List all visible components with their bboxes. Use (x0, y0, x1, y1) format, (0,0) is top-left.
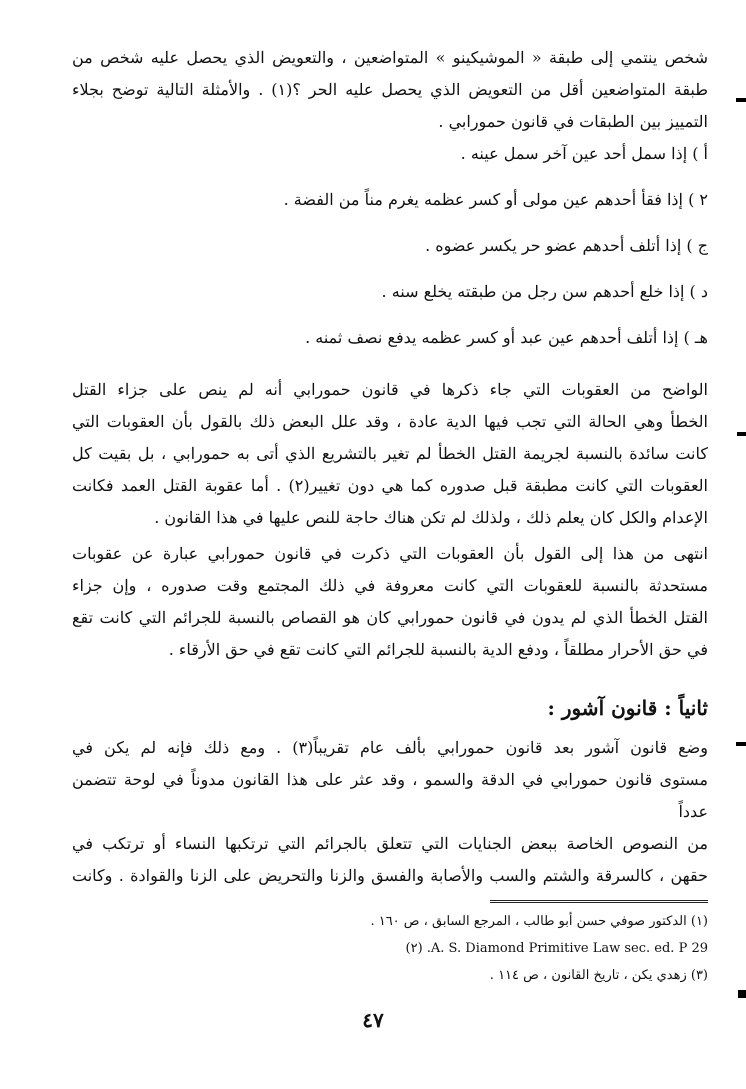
paragraph-line: انتهى من هذا إلى القول بأن العقوبات التي ذكرت في قانون حمورابي عبارة عن عقوبات (72, 544, 708, 563)
paragraph-line: حقهن ، كالسرقة والشتم والسب والأصابة والفسق والزنا والتحريض على الزنا والقوادة . وكانت (72, 866, 708, 885)
footnotes (120, 908, 708, 989)
list-item: هـ ) إذا أتلف أحدهم عين عبد أو كسر عظمه يدفع نصف ثمنه . (305, 328, 708, 347)
examples-list (72, 144, 708, 348)
footnote: A. S. Diamond Primitive Law sec. ed. P 29. (٢) (405, 941, 708, 956)
main-text (72, 42, 708, 892)
list-item: ٢ ) إذا فقأ أحدهم عين مولى أو كسر عظمه يغرم مناً من الفضة . (283, 190, 708, 209)
list-item: أ ) إذا سمل أحد عين آخر سمل عينه . (460, 144, 708, 163)
paragraph-4 (72, 732, 708, 892)
paragraph-line: القتل الخطأ الذي لم يدون في قانون حمورابي كان هو القصاص بالنسبة للجرائم التي كانت تقع (72, 608, 708, 627)
scan-mark (738, 990, 746, 998)
paragraph-1 (72, 42, 708, 138)
footnote: (١) الدكتور صوفي حسن أبو طالب ، المرجع السابق ، ص ١٦٠ . (370, 914, 708, 929)
paragraph-line: الإعدام والكل كان يعلم ذلك ، ولذلك لم تكن هناك حاجة للنص عليها في هذا القانون . (154, 508, 708, 527)
scan-mark (736, 742, 746, 746)
paragraph-line: العقوبات التي كانت مطبقة قبل صدوره كما هي دون تغيير(٢) . أما عقوبة القتل العمد فكانت (72, 476, 708, 495)
paragraph-2 (72, 374, 708, 534)
section-heading: ثانياً : قانون آشور : (547, 696, 708, 720)
list-item: ج ) إذا أتلف أحدهم عضو حر يكسر عضوه . (425, 236, 708, 255)
paragraph-line: طبقة المتواضعين أقل من التعويض الذي يحصل عليه الحر ؟(١) . والأمثلة التالية توضح بجلاء (72, 80, 708, 99)
paragraph-line: كانت سائدة بالنسبة لجريمة القتل الخطأ لم تغير بالتشريع الذي أتى به حمورابي ، بل بقيت كل (72, 444, 708, 463)
footnote: (٣) زهدي يكن ، تاريخ القانون ، ص ١١٤ . (489, 968, 708, 983)
list-item: د ) إذا خلع أحدهم سن رجل من طبقته يخلع سنه . (381, 282, 708, 301)
paragraph-line: من النصوص الخاصة ببعض الجنايات التي تتعلق بالجرائم التي ترتكبها النساء أو ترتكب في (72, 834, 708, 853)
paragraph-line: مستوى قانون حمورابي في الدقة والسمو ، وقد عثر على هذا القانون مدوناً في لوحة تتضمن عدداً (72, 770, 708, 821)
footnote-separator (490, 900, 708, 903)
scan-mark (737, 432, 746, 436)
paragraph-line: في حق الأحرار مطلقاً ، ودفع الدية بالنسبة للجرائم التي كانت تقع في حق الأرقاء . (168, 640, 708, 659)
paragraph-line: التمييز بين الطبقات في قانون حمورابي . (438, 112, 708, 131)
paragraph-line: مستحدثة بالنسبة للعقوبات التي كانت معروفة في ذلك المجتمع وقت صدوره ، وإن جزاء (72, 576, 709, 595)
scan-mark (736, 98, 746, 102)
paragraph-line: الخطأ وهي الحالة التي تجب فيها الدية عادة ، وقد علل البعض ذلك بالقول بأن العقوبات التي (72, 412, 708, 431)
paragraph-3 (72, 538, 708, 666)
paragraph-line: الواضح من العقوبات التي جاء ذكرها في قانون حمورابي أنه لم ينص على جزاء القتل (72, 380, 708, 399)
paragraph-line: شخص ينتمي إلى طبقة « الموشيكينو » المتواضعين ، والتعويض الذي يحصل عليه شخص من (72, 48, 708, 67)
paragraph-line: وضع قانون آشور بعد قانون حمورابي بألف عام تقريباً(٣) . ومع ذلك فإنه لم يكن في (72, 738, 708, 757)
page-number: ٤٧ (362, 1008, 384, 1032)
